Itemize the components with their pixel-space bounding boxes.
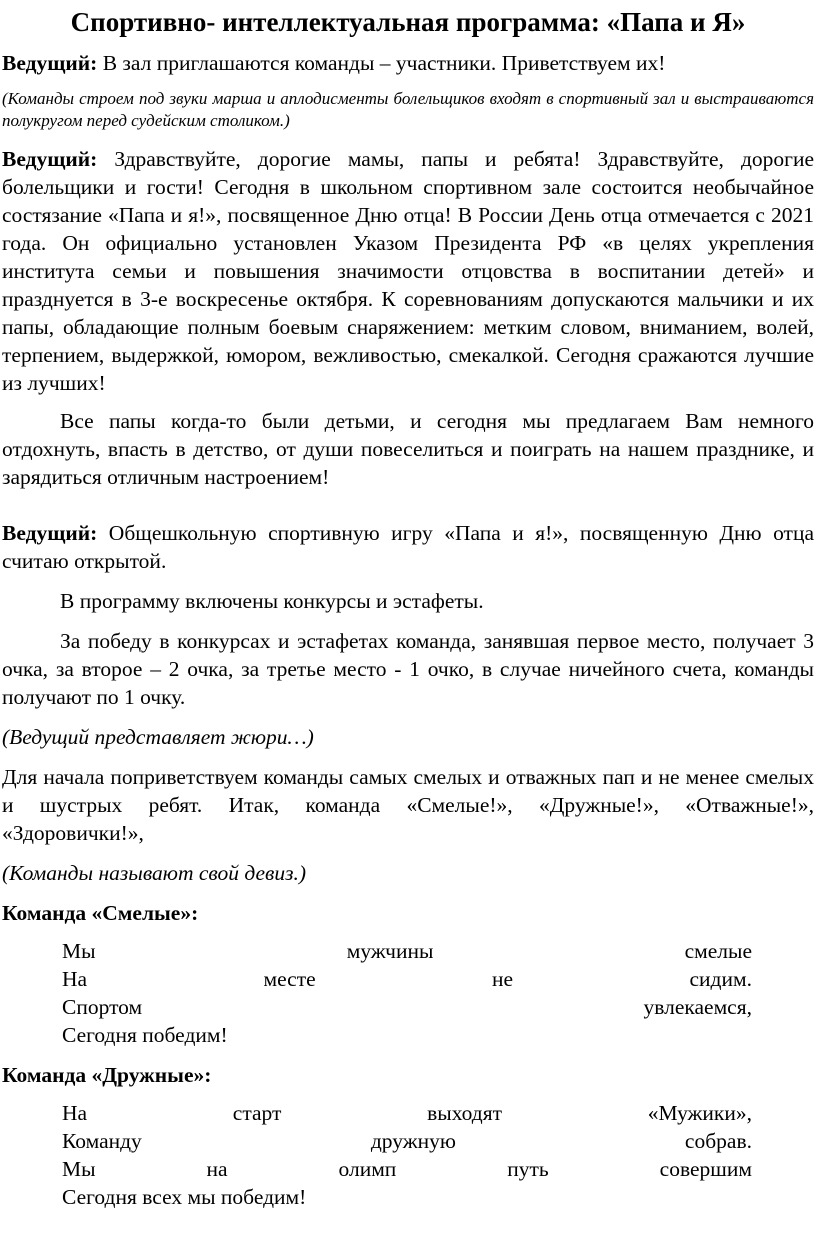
verse-word: Сегодня всех мы победим! [62,1185,307,1209]
host-intro-paragraph [2,49,814,77]
verse-word: месте [263,967,316,991]
stage-direction-entry: (Команды строем под звуки марша и аплодисменты болельщиков входят в спортивный зал и выстраиваются полукругом перед судейским столиком.) [2,89,814,130]
host-greeting-text: Здравствуйте, дорогие мамы, папы и ребята! Здравствуйте, дорогие болельщики и гости! Сегодня в школьном спортивном зале состоится необычайное состязание «Папа и я!», посвященное Дню отца! В России День отца отмечается с 2021 года. Он официально установлен Указом Президента РФ «в целях укрепления института семьи и повышения значимости отцовства в воспитании детей» и празднуется в 3-е воскресенье октября. К соревнованиям допускаются мальчики и их папы, обладающие полным боевым снаряжением: метким словом, вниманием, волей, терпением, выдержкой, юмором, вежливостью, смекалкой. Сегодня сражаются лучшие из лучших! [2,147,815,395]
host-opening-paragraph [2,519,814,575]
verse-word: старт [232,1101,282,1125]
host-opening-text: Общешкольную спортивную игру «Папа и я!», посвященную Дню отца считаю открытой. [2,521,815,573]
team-druzhnye-heading: Команда «Дружные»: [2,1063,212,1087]
host-intro-text: В зал приглашаются команды – участники. Приветствуем их! [102,51,666,75]
verse-line [62,1127,752,1155]
verse-line [62,993,752,1021]
verse-word: Спортом [62,995,143,1019]
verse-word: собрав. [684,1129,752,1153]
verse-word: выходят [427,1101,503,1125]
speaker-label: Ведущий: [2,51,98,75]
verse-word: совершим [659,1157,752,1181]
verse-line [62,937,752,965]
verse-word: путь [507,1157,549,1181]
stage-direction-jury: (Ведущий представляет жюри…) [2,725,314,749]
team-smelye-motto [2,937,814,1049]
verse-word: Сегодня победим! [62,1023,228,1047]
verse-line [62,1021,752,1049]
verse-word: увлекаемся, [643,995,752,1019]
team-druzhnye-motto [2,1099,814,1211]
verse-word: смелые [684,939,752,963]
speaker-label: Ведущий: [2,147,98,171]
program-paragraph: В программу включены конкурсы и эстафеты. [60,589,484,613]
speaker-label: Ведущий: [2,521,98,545]
verse-word: дружную [370,1129,456,1153]
teams-greeting-paragraph: Для начала поприветствуем команды самых смелых и отважных пап и не менее смелых и шустрых ребят. Итак, команда «Смелые!», «Дружные!», «Отважные!», «Здоровички!», [2,765,814,845]
verse-word: Команду [62,1129,142,1153]
scoring-paragraph: За победу в конкурсах и эстафетах команда, занявшая первое место, получает 3 очка, за второе – 2 очка, за третье место - 1 очко, в случае ничейного счета, команды получают по 1 очку. [2,629,814,709]
verse-word: На [62,1101,88,1125]
verse-word: не [492,967,514,991]
verse-word: «Мужики», [647,1101,752,1125]
verse-line [62,1155,752,1183]
team-smelye-heading: Команда «Смелые»: [2,901,199,925]
verse-word: На [62,967,88,991]
verse-line [62,965,752,993]
verse-word: мужчины [346,939,434,963]
verse-word: Мы [62,939,96,963]
verse-word: на [206,1157,228,1181]
verse-word: сидим. [689,967,752,991]
stage-direction-motto: (Команды называют свой девиз.) [2,861,307,885]
childhood-paragraph: Все папы когда-то были детьми, и сегодня мы предлагаем Вам немного отдохнуть, впасть в детство, от души повеселиться и поиграть на нашем празднике, и зарядиться отличным настроением! [2,409,814,489]
page-title: Спортивно- интеллектуальная программа: «Папа и Я» [70,7,746,37]
verse-word: олимп [338,1157,397,1181]
verse-word: Мы [62,1157,96,1181]
verse-line [62,1183,752,1211]
host-greeting-paragraph [2,145,814,397]
verse-line [62,1099,752,1127]
